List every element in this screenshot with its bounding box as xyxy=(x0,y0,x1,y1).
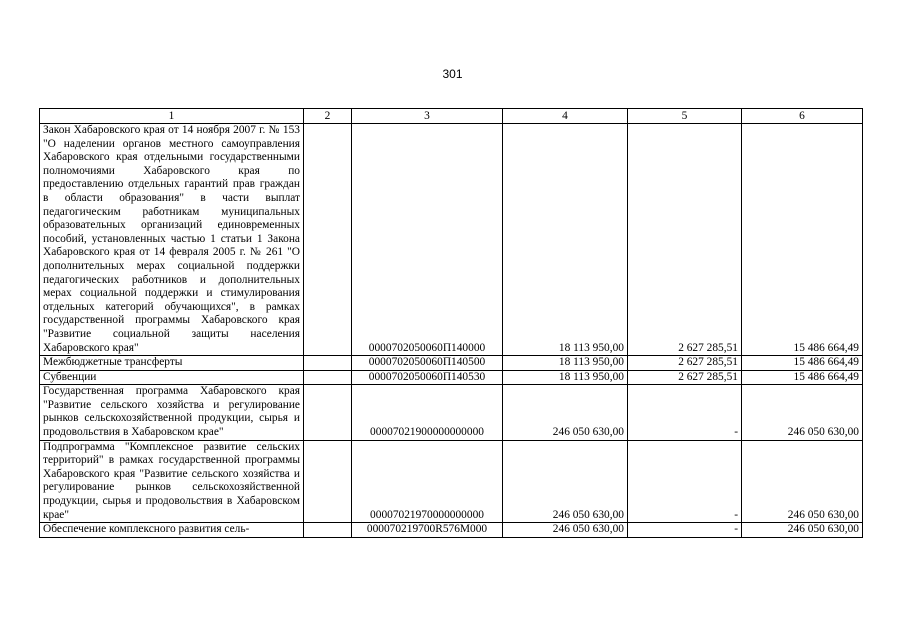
table-header-row xyxy=(40,109,863,124)
row-col5: 2 627 285,51 xyxy=(628,124,742,356)
table-row xyxy=(40,440,863,523)
row-col4: 18 113 950,00 xyxy=(503,370,628,385)
column-header: 3 xyxy=(352,109,503,124)
row-name: Межбюджетные трансферты xyxy=(40,356,304,371)
row-col2 xyxy=(304,356,352,371)
row-col6: 246 050 630,00 xyxy=(742,523,863,538)
column-header: 6 xyxy=(742,109,863,124)
row-code: 0000702050060П140530 xyxy=(352,370,503,385)
row-name: Государственная программа Хабаровского края "Развитие сельского хозяйства и регулирование рынков сельскохозяйственной продукции, сырья и продовольствия в Хабаровском крае" xyxy=(40,385,304,440)
row-code: 00007021970000000000 xyxy=(352,440,503,523)
row-col2 xyxy=(304,124,352,356)
row-col2 xyxy=(304,370,352,385)
column-header: 4 xyxy=(503,109,628,124)
table-row xyxy=(40,523,863,538)
row-col4: 18 113 950,00 xyxy=(503,356,628,371)
row-col6: 15 486 664,49 xyxy=(742,356,863,371)
table-row xyxy=(40,356,863,371)
column-header: 2 xyxy=(304,109,352,124)
budget-table xyxy=(39,108,863,538)
column-header: 5 xyxy=(628,109,742,124)
row-col2 xyxy=(304,440,352,523)
row-code: 0000702050060П140500 xyxy=(352,356,503,371)
row-col2 xyxy=(304,385,352,440)
row-code: 00007021900000000000 xyxy=(352,385,503,440)
row-name: Подпрограмма "Комплексное развитие сельских территорий" в рамках государственной программы Хабаровского края "Развитие сельского хозяйства и регулирование рынков сельскохозяйственной продукции, сырья и продовольствия в Хабаровском крае" xyxy=(40,440,304,523)
table-row xyxy=(40,370,863,385)
row-col6: 246 050 630,00 xyxy=(742,385,863,440)
row-name: Обеспечение комплексного развития сель- xyxy=(40,523,304,538)
row-col4: 246 050 630,00 xyxy=(503,385,628,440)
column-header: 1 xyxy=(40,109,304,124)
row-col4: 246 050 630,00 xyxy=(503,523,628,538)
page-number: 301 xyxy=(442,67,463,81)
row-col5: - xyxy=(628,385,742,440)
row-col5: 2 627 285,51 xyxy=(628,370,742,385)
row-col6: 15 486 664,49 xyxy=(742,124,863,356)
row-name: Субвенции xyxy=(40,370,304,385)
row-col6: 15 486 664,49 xyxy=(742,370,863,385)
row-col5: 2 627 285,51 xyxy=(628,356,742,371)
row-code: 000070219700R576M000 xyxy=(352,523,503,538)
row-col2 xyxy=(304,523,352,538)
row-col4: 246 050 630,00 xyxy=(503,440,628,523)
table-row xyxy=(40,385,863,440)
row-col5: - xyxy=(628,440,742,523)
table-row xyxy=(40,124,863,356)
row-name: Закон Хабаровского края от 14 ноября 2007 г. № 153 "О наделении органов местного самоуправления Хабаровского края отдельными государственными полномочиями Хабаровского края по предоставлению отдельных гарантий прав граждан в области образования" в части выплат педагогическим работникам муниципальных образовательных организаций единовременных пособий, установленных частью 1 статьи 1 Закона Хабаровского края от 14 февраля 2005 г. № 261 "О дополнительных мерах социальной поддержки педагогических работников и дополнительных мерах социальной поддержки и стимулирования отдельных категорий обучающихся", в рамках государственной программы Хабаровского края "Развитие социальной защиты населения Хабаровского края" xyxy=(40,124,304,356)
row-col4: 18 113 950,00 xyxy=(503,124,628,356)
row-col5: - xyxy=(628,523,742,538)
row-col6: 246 050 630,00 xyxy=(742,440,863,523)
row-code: 0000702050060П140000 xyxy=(352,124,503,356)
